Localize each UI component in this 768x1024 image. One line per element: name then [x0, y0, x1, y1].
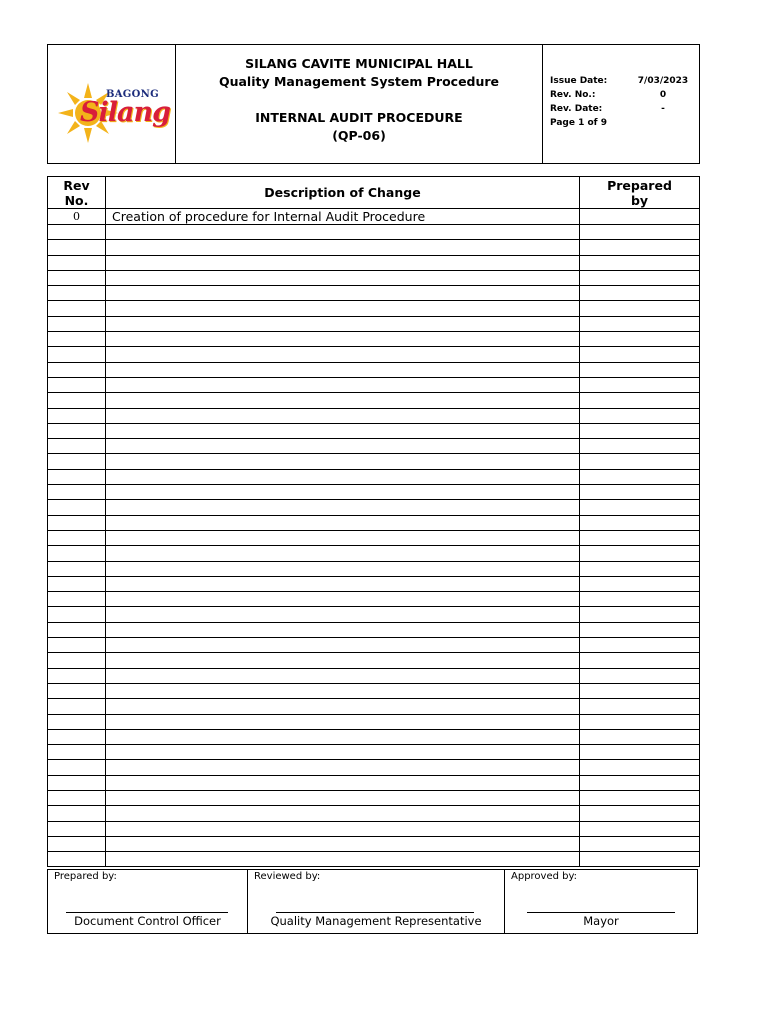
prepared-by-cell [580, 821, 700, 836]
rev-no-cell [48, 454, 106, 469]
table-row [48, 515, 700, 530]
table-row [48, 775, 700, 790]
table-row [48, 592, 700, 607]
signature-line [276, 912, 474, 913]
signature-block [47, 869, 698, 934]
prepared-by-cell [580, 745, 700, 760]
rev-no-cell [48, 745, 106, 760]
table-row [48, 821, 700, 836]
prepared-by-cell [580, 714, 700, 729]
reviewed-by-role: Quality Management Representative [270, 914, 482, 928]
description-cell [106, 423, 580, 438]
reviewed-by-caption: Reviewed by: [254, 871, 321, 882]
prepared-by-cell [580, 530, 700, 545]
prepared-by-cell [580, 240, 700, 255]
rev-no-cell: 0 [48, 209, 106, 225]
table-row [48, 530, 700, 545]
table-row [48, 240, 700, 255]
description-cell [106, 775, 580, 790]
revision-table [47, 176, 700, 867]
prepared-by-header: Prepared by [580, 177, 700, 209]
description-cell [106, 270, 580, 285]
prepared-by-cell [580, 836, 700, 851]
rev-no-cell [48, 439, 106, 454]
table-row [48, 760, 700, 775]
rev-no-cell [48, 301, 106, 316]
prepared-by-box [48, 870, 248, 933]
meta-page: Page 1 of 9 [550, 118, 607, 128]
signature-line [66, 912, 228, 913]
rev-no-cell [48, 638, 106, 653]
title-cell [176, 45, 543, 163]
description-cell [106, 561, 580, 576]
rev-no-cell [48, 775, 106, 790]
table-row [48, 653, 700, 668]
reviewed-by-box [248, 870, 505, 933]
logo-top-text: BAGONG [106, 89, 159, 100]
table-row [48, 377, 700, 392]
description-cell [106, 546, 580, 561]
rev-no-cell [48, 607, 106, 622]
rev-no-cell [48, 515, 106, 530]
prepared-by-cell [580, 225, 700, 240]
table-row [48, 638, 700, 653]
prepared-by-cell [580, 515, 700, 530]
signature-line [527, 912, 675, 913]
prepared-by-cell [580, 347, 700, 362]
rev-no-cell [48, 362, 106, 377]
prepared-by-cell [580, 806, 700, 821]
description-cell [106, 683, 580, 698]
rev-no-cell [48, 423, 106, 438]
table-row [48, 347, 700, 362]
description-cell [106, 316, 580, 331]
prepared-by-cell [580, 393, 700, 408]
prepared-by-cell [580, 607, 700, 622]
description-cell [106, 362, 580, 377]
table-row [48, 270, 700, 285]
table-row [48, 714, 700, 729]
table-row [48, 561, 700, 576]
table-row [48, 546, 700, 561]
description-cell [106, 439, 580, 454]
description-cell [106, 500, 580, 515]
rev-no-cell [48, 316, 106, 331]
prepared-by-cell [580, 760, 700, 775]
table-row [48, 255, 700, 270]
table-row [48, 316, 700, 331]
description-cell [106, 469, 580, 484]
table-row [48, 729, 700, 744]
prepared-by-role: Document Control Officer [74, 914, 221, 928]
table-row [48, 454, 700, 469]
rev-no-cell [48, 255, 106, 270]
description-cell [106, 332, 580, 347]
prepared-by-cell [580, 576, 700, 591]
rev-no-cell [48, 683, 106, 698]
prepared-by-cell [580, 790, 700, 805]
table-row [48, 408, 700, 423]
table-row [48, 423, 700, 438]
description-cell [106, 790, 580, 805]
table-row [48, 500, 700, 515]
meta-issue-date: Issue Date: 7/03/2023 [550, 76, 689, 86]
prepared-by-cell [580, 561, 700, 576]
meta-rev-no: Rev. No.: 0 [550, 90, 667, 100]
prepared-by-cell [580, 592, 700, 607]
table-row [48, 362, 700, 377]
approved-by-role: Mayor [583, 914, 619, 928]
description-cell [106, 699, 580, 714]
prepared-by-cell [580, 683, 700, 698]
description-cell [106, 377, 580, 392]
meta-rev-date: Rev. Date: - [550, 104, 665, 114]
table-row [48, 439, 700, 454]
table-row [48, 301, 700, 316]
prepared-by-cell [580, 653, 700, 668]
table-row [48, 225, 700, 240]
rev-no-cell [48, 836, 106, 851]
prepared-by-cell [580, 270, 700, 285]
prepared-by-cell [580, 286, 700, 301]
table-row [48, 852, 700, 867]
description-cell [106, 653, 580, 668]
table-row [48, 699, 700, 714]
table-row [48, 485, 700, 500]
rev-no-cell [48, 714, 106, 729]
rev-no-cell [48, 760, 106, 775]
description-cell [106, 622, 580, 637]
description-cell [106, 485, 580, 500]
table-row [48, 806, 700, 821]
description-cell [106, 592, 580, 607]
rev-no-cell [48, 592, 106, 607]
logo-main-text: Silang [80, 97, 171, 128]
prepared-by-cell [580, 668, 700, 683]
rev-no-cell [48, 561, 106, 576]
description-header: Description of Change [106, 177, 580, 209]
prepared-by-cell [580, 638, 700, 653]
table-row [48, 836, 700, 851]
logo-cell [48, 45, 176, 163]
rev-no-cell [48, 821, 106, 836]
approved-by-caption: Approved by: [511, 871, 578, 882]
rev-no-cell [48, 377, 106, 392]
description-cell [106, 714, 580, 729]
description-cell [106, 454, 580, 469]
description-cell [106, 821, 580, 836]
description-cell [106, 760, 580, 775]
prepared-by-cell [580, 362, 700, 377]
table-row [48, 683, 700, 698]
rev-no-cell [48, 653, 106, 668]
document-header [47, 44, 700, 164]
description-cell [106, 836, 580, 851]
prepared-by-cell [580, 377, 700, 392]
approved-by-box [505, 870, 697, 933]
prepared-by-cell [580, 500, 700, 515]
rev-no-cell [48, 240, 106, 255]
rev-no-cell [48, 699, 106, 714]
rev-no-cell [48, 485, 106, 500]
table-row [48, 745, 700, 760]
description-cell [106, 301, 580, 316]
description-cell [106, 668, 580, 683]
rev-no-cell [48, 347, 106, 362]
prepared-by-cell [580, 301, 700, 316]
prepared-by-cell [580, 622, 700, 637]
prepared-by-cell [580, 316, 700, 331]
prepared-by-cell [580, 439, 700, 454]
description-cell [106, 515, 580, 530]
prepared-by-cell [580, 775, 700, 790]
doc-code: (QP-06) [332, 128, 386, 143]
description-cell [106, 225, 580, 240]
table-row [48, 576, 700, 591]
meta-cell [543, 45, 699, 163]
table-row [48, 607, 700, 622]
rev-no-cell [48, 469, 106, 484]
rev-no-cell [48, 530, 106, 545]
prepared-by-cell [580, 408, 700, 423]
table-row [48, 668, 700, 683]
description-cell [106, 852, 580, 867]
rev-no-cell [48, 790, 106, 805]
rev-no-cell [48, 729, 106, 744]
rev-no-cell [48, 332, 106, 347]
rev-no-cell [48, 286, 106, 301]
description-cell [106, 729, 580, 744]
description-cell [106, 255, 580, 270]
prepared-by-caption: Prepared by: [54, 871, 117, 882]
description-cell [106, 408, 580, 423]
rev-no-cell [48, 622, 106, 637]
table-row [48, 209, 700, 225]
prepared-by-cell [580, 209, 700, 225]
table-header-row [48, 177, 700, 209]
rev-no-cell [48, 668, 106, 683]
prepared-by-cell [580, 699, 700, 714]
table-row [48, 790, 700, 805]
prepared-by-cell [580, 546, 700, 561]
description-cell [106, 638, 580, 653]
rev-no-cell [48, 806, 106, 821]
prepared-by-cell [580, 485, 700, 500]
rev-no-cell [48, 270, 106, 285]
description-cell: Creation of procedure for Internal Audit Procedure [106, 209, 580, 225]
description-cell [106, 240, 580, 255]
description-cell [106, 607, 580, 622]
rev-no-cell [48, 225, 106, 240]
rev-no-cell [48, 408, 106, 423]
table-row [48, 469, 700, 484]
rev-no-cell [48, 852, 106, 867]
prepared-by-cell [580, 332, 700, 347]
description-cell [106, 286, 580, 301]
description-cell [106, 745, 580, 760]
rev-no-cell [48, 546, 106, 561]
prepared-by-cell [580, 469, 700, 484]
rev-no-cell [48, 576, 106, 591]
table-row [48, 286, 700, 301]
table-row [48, 393, 700, 408]
org-name: SILANG CAVITE MUNICIPAL HALL [245, 56, 473, 71]
table-row [48, 622, 700, 637]
description-cell [106, 347, 580, 362]
description-cell [106, 806, 580, 821]
prepared-by-cell [580, 729, 700, 744]
description-cell [106, 393, 580, 408]
rev-no-cell [48, 500, 106, 515]
prepared-by-cell [580, 852, 700, 867]
rev-no-cell [48, 393, 106, 408]
doc-title: INTERNAL AUDIT PROCEDURE [255, 110, 463, 125]
rev-no-header: Rev No. [48, 177, 106, 209]
system-name: Quality Management System Procedure [218, 74, 500, 89]
description-cell [106, 530, 580, 545]
prepared-by-cell [580, 423, 700, 438]
prepared-by-cell [580, 454, 700, 469]
description-cell [106, 576, 580, 591]
prepared-by-cell [580, 255, 700, 270]
table-row [48, 332, 700, 347]
